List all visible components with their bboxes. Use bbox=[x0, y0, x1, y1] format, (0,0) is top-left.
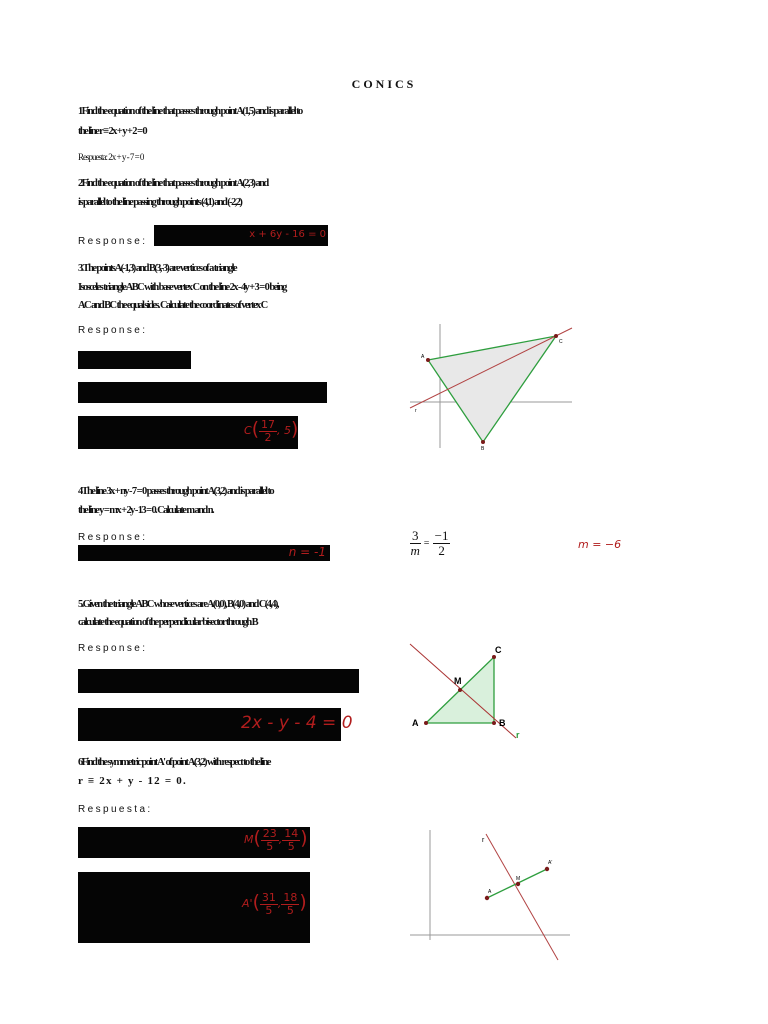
answer-a-x-denominator: 5 bbox=[265, 903, 273, 917]
figure-5-label-b: B bbox=[499, 718, 506, 728]
answer-a-y-denominator: 5 bbox=[286, 903, 294, 917]
problem-2-answer-box bbox=[154, 225, 328, 246]
problem-6-answer-box-1 bbox=[78, 827, 310, 858]
ratio-right-numerator: −1 bbox=[434, 528, 449, 543]
figure-3-point-b bbox=[481, 440, 485, 444]
figure-3-point-c bbox=[554, 334, 558, 338]
figure-3-label-c: C bbox=[559, 339, 563, 345]
problem-3-line-2: Isosceles triangle ABC with base vertex C on the line 2x - 4y + 3 = 0 being bbox=[78, 282, 286, 293]
ratio-left-numerator: 3 bbox=[412, 528, 419, 543]
figure-5-label-r: r bbox=[516, 730, 520, 740]
problem-6-answer-m: M( $\frac{23}{5}$ , $\frac{14}{5}$ ) bbox=[244, 827, 308, 853]
figure-3-label-r: r bbox=[415, 408, 417, 414]
problem-5-answer-box-1 bbox=[78, 669, 359, 693]
problem-2-response-label: Response: bbox=[78, 236, 148, 247]
figure-5-point-b bbox=[492, 721, 496, 725]
problem-3-answer: C( $\frac{17}{2}$ , 5) bbox=[244, 418, 299, 444]
answer-m-point-name: M bbox=[244, 833, 254, 847]
problem-6-line-1: 6Find the symmetric point A' of point A(3,2) with respect to the line bbox=[78, 757, 270, 768]
problem-5-response-label: Response: bbox=[78, 643, 148, 654]
figure-3-point-a bbox=[426, 358, 430, 362]
answer-x-numerator: 17 bbox=[260, 418, 275, 431]
problem-3-response-label: Response: bbox=[78, 325, 148, 336]
problem-6-figure bbox=[408, 826, 572, 962]
figure-6-line-r bbox=[486, 834, 558, 960]
page-title: CONICS bbox=[351, 77, 417, 91]
problem-6-response-label: Respuesta: bbox=[78, 804, 153, 815]
figure-6-point-m bbox=[516, 882, 520, 886]
figure-5-point-a bbox=[424, 721, 428, 725]
figure-3-label-a: A bbox=[421, 354, 425, 360]
figure-5-label-a: A bbox=[412, 718, 419, 728]
problem-5-answer-box-2 bbox=[78, 708, 353, 741]
problem-4-answer-m: m = −6 bbox=[578, 538, 622, 551]
problem-3-line-3: AC and BC the equal sides. Calculate the coordinates of vertex C bbox=[78, 300, 267, 311]
answer-m-x-numerator: 23 bbox=[262, 827, 277, 840]
figure-5-label-c: C bbox=[495, 645, 502, 655]
problem-2-line-1: 2Find the equation of the line that passes through point A(2,3) and bbox=[78, 178, 268, 189]
figure-6-label-m: M bbox=[516, 876, 521, 882]
figure-5-label-m: M bbox=[454, 676, 462, 686]
problem-4-line-1: 4The line 3x + ny - 7 = 0 passes through point A(3,2) and is parallel to bbox=[78, 486, 273, 497]
problem-1-answer: Respuesta: 2x + y - 7 = 0 bbox=[78, 152, 144, 162]
problem-1-line-1: 1Find the equation of the line that passes through point A(1,5) and is parallel to bbox=[78, 106, 302, 117]
problem-2-line-2: is parallel to the line passing through points (4,1) and (-2,2) bbox=[78, 197, 242, 208]
answer-m-y-denominator: 5 bbox=[287, 839, 295, 853]
problem-2-answer: x + 6y - 16 = 0 bbox=[249, 229, 326, 240]
answer-y: 5 bbox=[283, 424, 291, 438]
problem-3-answer-box-1 bbox=[78, 351, 191, 369]
answer-a-prime-point-name: A' bbox=[242, 897, 253, 911]
figure-6-label-a-prime: A' bbox=[548, 860, 553, 866]
problem-3-figure bbox=[408, 322, 576, 452]
ratio-left-denominator: m bbox=[410, 542, 420, 558]
problem-4-ratio-equation bbox=[410, 529, 450, 557]
problem-5-answer: 2x - y - 4 = 0 bbox=[241, 713, 353, 733]
answer-a-x-numerator: 31 bbox=[261, 891, 276, 904]
problem-4-response-label: Response: bbox=[78, 532, 148, 543]
problem-4-answer-box bbox=[78, 545, 330, 561]
problem-3-answer-box-2 bbox=[78, 382, 327, 403]
problem-5-figure bbox=[408, 640, 532, 744]
answer-x-denominator: 2 bbox=[264, 430, 272, 444]
problem-6-answer-a-prime: A'( $\frac{31}{5}$ , $\frac{18}{5}$ ) bbox=[242, 891, 307, 917]
problem-4-line-2: the line y = mx + 2y - 13 = 0. Calculate m and n. bbox=[78, 505, 213, 516]
figure-5-point-c bbox=[492, 655, 496, 659]
ratio-right-denominator: 2 bbox=[438, 542, 445, 558]
figure-3-triangle bbox=[428, 336, 556, 442]
answer-m-y-numerator: 14 bbox=[284, 827, 299, 840]
answer-m-x-denominator: 5 bbox=[266, 839, 274, 853]
answer-point-name: C bbox=[244, 424, 252, 438]
figure-5-point-m bbox=[458, 688, 462, 692]
figure-3-label-b: B bbox=[481, 446, 485, 452]
figure-6-point-a bbox=[485, 896, 489, 900]
problem-1-line-2: the line r ≡ 2x + y + 2 = 0 bbox=[78, 126, 147, 137]
problem-3-line-1: 3.The points A(-1,3) and B(3,-3) are vertices of a triangle bbox=[78, 263, 236, 274]
answer-a-y-numerator: 18 bbox=[283, 891, 298, 904]
ratio-equals-sign: = bbox=[423, 538, 430, 550]
figure-6-label-r: r bbox=[482, 837, 485, 844]
problem-6-answer-box-2 bbox=[78, 872, 310, 943]
problem-5-line-1: 5.Given the triangle ABC whose vertices are A(0,0), B(4,0) and C(4,4), bbox=[78, 599, 278, 610]
problem-4-answer-n: n = -1 bbox=[288, 545, 326, 559]
figure-6-point-a-prime bbox=[545, 867, 549, 871]
problem-5-line-2: calculate the equation of the perpendicular bisector through B bbox=[78, 617, 258, 628]
problem-3-answer-box-3 bbox=[78, 416, 298, 449]
figure-6-label-a: A bbox=[488, 889, 492, 895]
problem-6-line-2: r ≡ 2x + y - 12 = 0. bbox=[78, 775, 187, 787]
